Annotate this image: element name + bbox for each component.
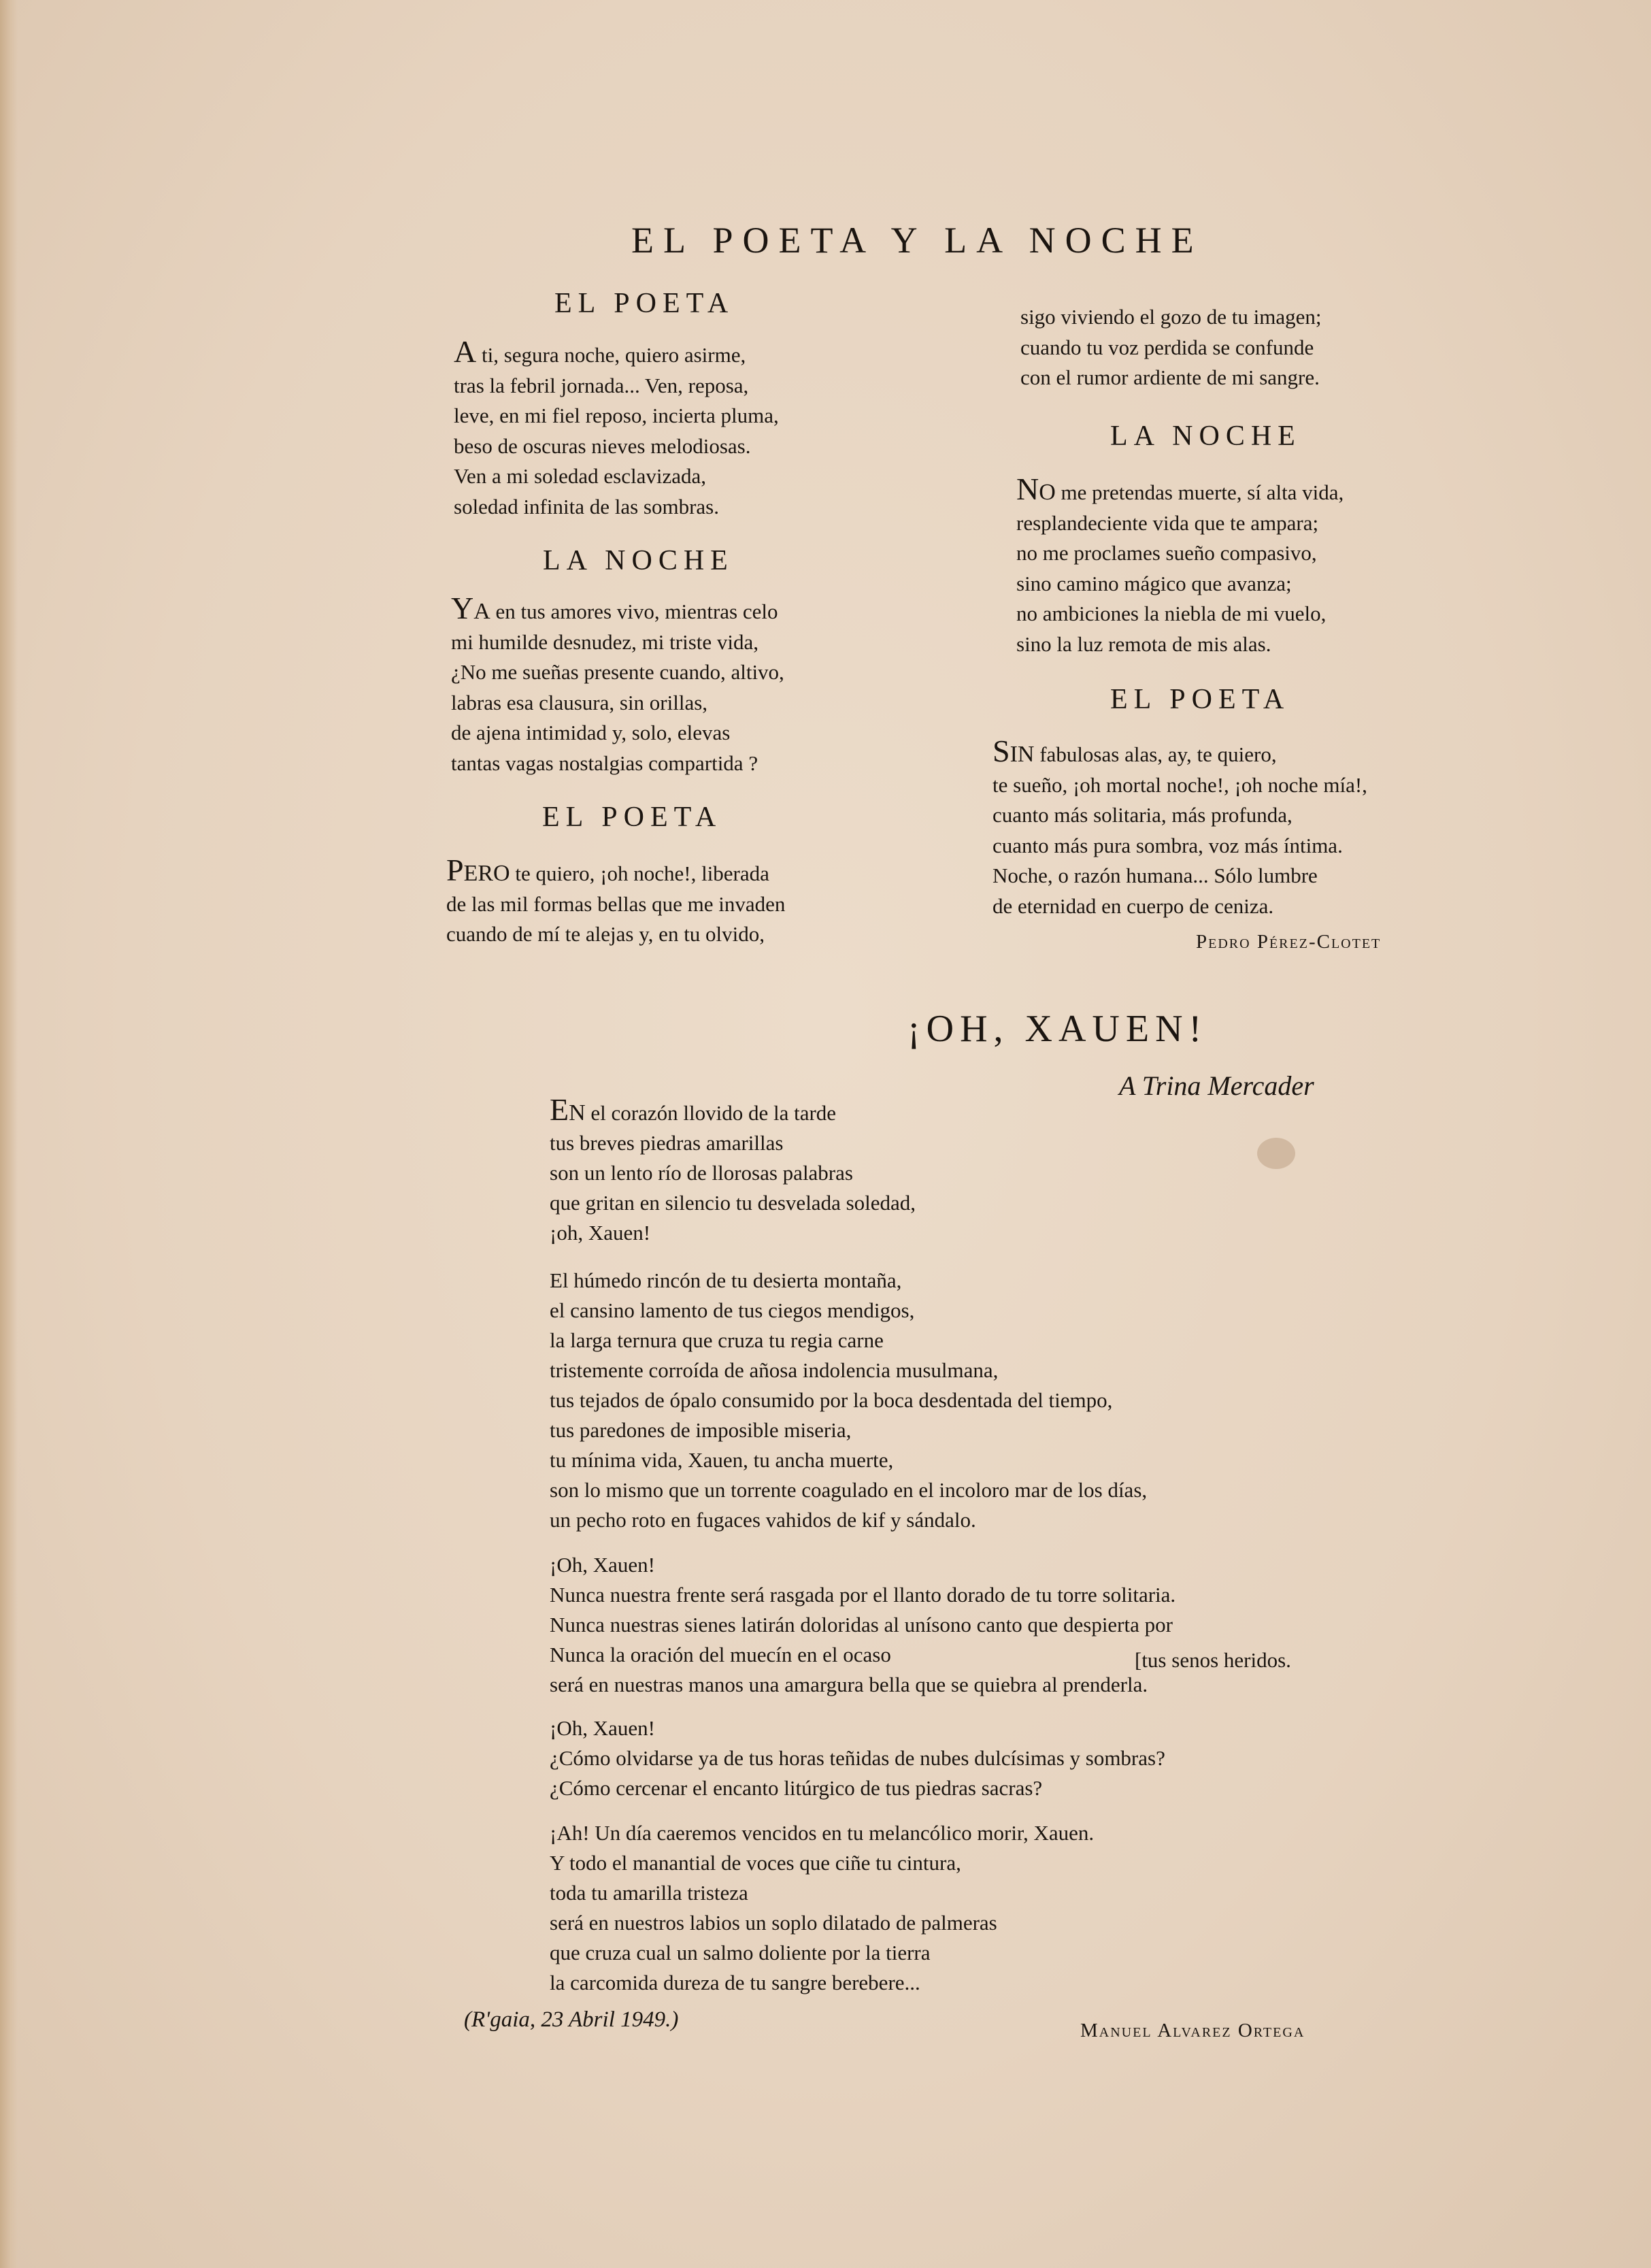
stanza-line: será en nuestras manos una amargura bella que se quiebra al prenderla. (550, 1673, 1148, 1696)
stanza-line: sino camino mágico que avanza; (1016, 571, 1292, 595)
heading-el-poeta-3: EL POETA (1110, 684, 1290, 715)
stanza-line: tus breves piedras amarillas (550, 1131, 784, 1155)
stanza-line: leve, en mi fiel reposo, incierta pluma, (454, 404, 779, 427)
heading-la-noche-1: LA NOCHE (543, 545, 734, 576)
stanza-line: Noche, o razón humana... Sólo lumbre (993, 864, 1318, 887)
stanza-line: Y todo el manantial de voces que ciñe tu cintura, (550, 1851, 961, 1875)
stanza-line: de eternidad en cuerpo de ceniza. (993, 893, 1274, 918)
place-date: (R'gaia, 23 Abril 1949.) (464, 2007, 679, 2032)
stanza-line: Nunca nuestras sienes latirán doloridas al unísono canto que despierta por (550, 1613, 1173, 1637)
stanza-line: sino la luz remota de mis alas. (1016, 631, 1271, 656)
stanza-line: ¿Cómo cercenar el encanto litúrgico de tus piedras sacras? (550, 1776, 1043, 1800)
xauen-stanza-1 (550, 1094, 916, 1248)
stanza-line: de ajena intimidad y, solo, elevas (451, 721, 731, 744)
stanza-line: ¡oh, Xauen! (550, 1221, 651, 1245)
stanza-line: cuanto más pura sombra, voz más íntima. (993, 833, 1343, 857)
xauen-stanza-2 (550, 1266, 1147, 1535)
stanza-line: que cruza cual un salmo doliente por la tierra (550, 1941, 931, 1965)
stanza-line: ¡Oh, Xauen! (550, 1716, 655, 1740)
stanza-line: que gritan en silencio tu desvelada soledad, (550, 1191, 916, 1215)
stanza-line: ¡Oh, Xauen! (550, 1553, 655, 1577)
stanza-line: la carcomida dureza de tu sangre berebere... (550, 1971, 920, 1994)
stanza-3 (446, 855, 785, 950)
stanza-line: beso de oscuras nieves melodiosas. (454, 433, 751, 458)
dedication: A Trina Mercader (1119, 1070, 1314, 1101)
stanza-line: te sueño, ¡oh mortal noche!, ¡oh noche mía!, (993, 772, 1367, 797)
stanza-line: de las mil formas bellas que me invaden (446, 891, 786, 916)
stanza-3-continued (1020, 302, 1322, 393)
stanza-line: no me proclames sueño compasivo, (1016, 541, 1317, 565)
stanza-line: el cansino lamento de tus ciegos mendigos, (550, 1298, 915, 1322)
stanza-line: Ven a mi soledad esclavizada, (454, 464, 706, 488)
stanza-line: tus tejados de ópalo consumido por la boca desdentada del tiempo, (550, 1388, 1113, 1412)
stanza-line: son un lento río de llorosas palabras (550, 1161, 853, 1185)
turnover-line: [tus senos heridos. (1135, 1648, 1291, 1672)
xauen-stanza-4 (550, 1713, 1165, 1803)
stanza-line: resplandeciente vida que te ampara; (1016, 510, 1319, 535)
stanza-line: tantas vagas nostalgias compartida ? (451, 751, 758, 775)
author-signature-1: Pedro Pérez-Clotet (1196, 931, 1382, 953)
xauen-stanza-5 (550, 1818, 1094, 1998)
author-signature-2: Manuel Alvarez Ortega (1080, 2020, 1305, 2041)
heading-la-noche-2: LA NOCHE (1110, 421, 1301, 452)
stanza-line: NO me pretendas muerte, sí alta vida, (1016, 472, 1344, 506)
stanza-line: con el rumor ardiente de mi sangre. (1020, 365, 1320, 389)
stanza-line: SIN fabulosas alas, ay, te quiero, (993, 734, 1277, 768)
heading-el-poeta-1: EL POETA (554, 288, 735, 319)
stanza-line: labras esa clausura, sin orillas, (451, 690, 708, 714)
stanza-line: no ambiciones la niebla de mi vuelo, (1016, 602, 1327, 625)
stanza-line: soledad infinita de las sombras. (454, 494, 719, 519)
xauen-stanza-3 (550, 1550, 1175, 1700)
stanza-line: YA en tus amores vivo, mientras celo (451, 591, 778, 625)
stanza-line: cuanto más solitaria, más profunda, (993, 803, 1293, 827)
paper-stain (1257, 1138, 1295, 1169)
stanza-line: El húmedo rincón de tu desierta montaña, (550, 1268, 902, 1292)
stanza-line: Nunca nuestra frente será rasgada por el llanto dorado de tu torre solitaria. (550, 1583, 1176, 1607)
stanza-line: EN el corazón llovido de la tarde (550, 1092, 837, 1127)
stanza-2 (451, 593, 784, 778)
poem-title-oh-xauen: ¡OH, XAUEN! (907, 1008, 1208, 1050)
stanza-line: tus paredones de imposible miseria, (550, 1418, 852, 1442)
stanza-line: tristemente corroída de añosa indolencia musulmana, (550, 1358, 999, 1382)
stanza-line: ¿No me sueñas presente cuando, altivo, (451, 660, 784, 684)
stanza-line: un pecho roto en fugaces vahidos de kif y sándalo. (550, 1508, 976, 1532)
stanza-1 (454, 336, 779, 522)
stanza-line: tu mínima vida, Xauen, tu ancha muerte, (550, 1448, 894, 1472)
stanza-line: ¡Ah! Un día caeremos vencidos en tu melancólico morir, Xauen. (550, 1821, 1095, 1845)
stanza-5 (993, 736, 1367, 921)
paper-edge (0, 0, 18, 2268)
stanza-line: cuando tu voz perdida se confunde (1020, 335, 1314, 359)
stanza-line: toda tu amarilla tristeza (550, 1881, 748, 1905)
stanza-line: son lo mismo que un torrente coagulado en el incoloro mar de los días, (550, 1478, 1148, 1502)
heading-el-poeta-2: EL POETA (542, 802, 722, 833)
stanza-line: sigo viviendo el gozo de tu imagen; (1020, 305, 1322, 329)
stanza-line: tras la febril jornada... Ven, reposa, (454, 373, 749, 397)
stanza-line: Nunca la oración del muecín en el ocaso (550, 1643, 891, 1666)
stanza-line: ¿Cómo olvidarse ya de tus horas teñidas de nubes dulcísimas y sombras? (550, 1746, 1165, 1770)
stanza-4 (1016, 474, 1344, 659)
stanza-line: cuando de mí te alejas y, en tu olvido, (446, 922, 765, 946)
stanza-line: será en nuestros labios un soplo dilatado de palmeras (550, 1911, 997, 1935)
stanza-line: A ti, segura noche, quiero asirme, (454, 334, 746, 369)
stanza-line: mi humilde desnudez, mi triste vida, (451, 629, 758, 654)
page-title: EL POETA Y LA NOCHE (631, 220, 1203, 261)
stanza-line: PERO te quiero, ¡oh noche!, liberada (446, 853, 769, 887)
stanza-line: la larga ternura que cruza tu regia carne (550, 1328, 884, 1352)
